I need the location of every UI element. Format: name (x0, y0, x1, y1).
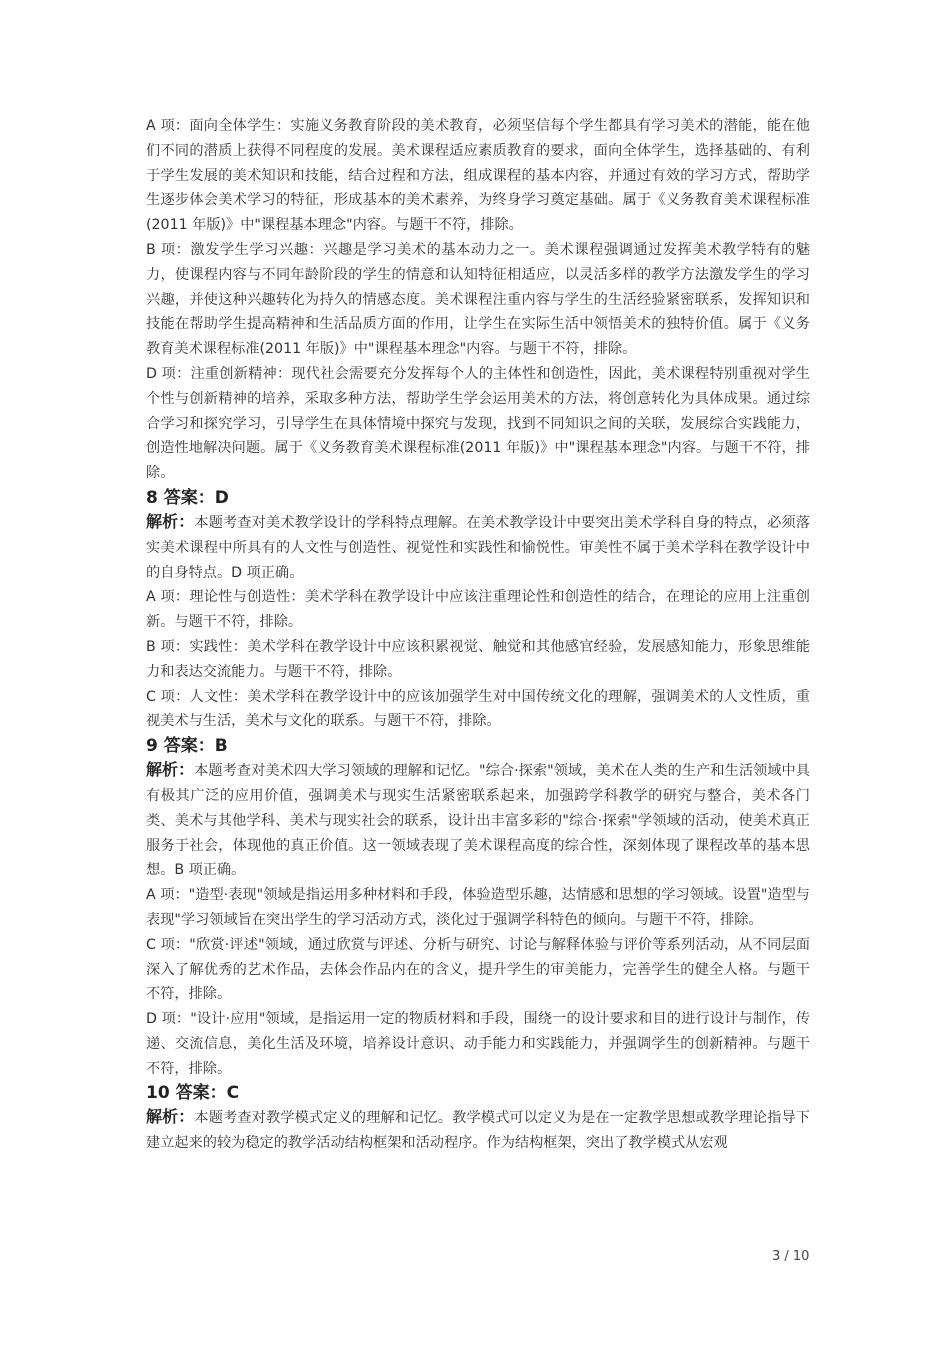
option-paragraph: A 项：面向全体学生：实施义务教育阶段的美术教育，必须坚信每个学生都具有学习美术的潜能，能在他们不同的潜质上获得不同程度的发展。美术课程适应素质教育的要求，面向全体学生，选择基础的、有利于学生发展的美术知识和技能，结合过程和方法，组成课程的基本内容，并通过有效的学习方式，帮助学生逐步体会美术学习的特征，形成基本的美术素养，为终身学习奠定基础。属于《义务教育美术课程标准(2011 年版)》中"课程基本理念"内容。与题干不符，排除。 (146, 118, 810, 234)
option-paragraph: C 项："欣赏·评述"领域，通过欣赏与评述、分析与研究、讨论与解释体验与评价等系列活动，从不同层面深入了解优秀的艺术作品，去体会作品内在的含义，提升学生的审美能力，完善学生的健全人格。与题干不符，排除。 (146, 936, 810, 1003)
analysis-text: 本题考查对美术教学设计的学科特点理解。在美术教学设计中要突出美术学科自身的特点，必须落实美术课程中所具有的人文性与创造性、视觉性和实践性和愉悦性。审美性不属于美术学科在教学设计中的自身特点。D 项正确。 (146, 514, 810, 581)
answer-heading: 10 答案：C (146, 1083, 240, 1104)
option-paragraph: C 项：人文性：美术学科在教学设计中的应该加强学生对中国传统文化的理解，强调美术的人文性质，重视美术与生活，美术与文化的联系。与题干不符，排除。 (146, 688, 810, 730)
analysis-label: 解析： (146, 1107, 195, 1127)
option-paragraph: D 项：注重创新精神：现代社会需要充分发挥每个人的主体性和创造性，因此，美术课程特别重视对学生个性与创新精神的培养，采取多种方法，帮助学生学会运用美术的方法，将创意转化为具体成果。通过综合学习和探究学习，引导学生在具体情境中探究与发现，找到不同知识之间的关联，发展综合实践能力，创造性地解决问题。属于《义务教育美术课程标准(2011 年版)》中"课程基本理念"内容。与题干不符，排除。 (146, 365, 810, 482)
page-number: 3 / 10 (772, 1249, 810, 1264)
option-paragraph: A 项："造型·表现"领域是指运用多种材料和手段，体验造型乐趣，达情感和思想的学习领域。设置"造型与表现"学习领域旨在突出学生的学习活动方式，淡化过于强调学科特色的倾向。与题干不符，排除。 (146, 887, 810, 928)
analysis-paragraph (146, 1105, 810, 1156)
option-paragraph: A 项：理论性与创造性：美术学科在教学设计中应该注重理论性和创造性的结合，在理论的应用上注重创新。与题干不符，排除。 (146, 589, 810, 631)
analysis-paragraph (146, 510, 810, 585)
option-paragraph: D 项："设计·应用"领域，是指运用一定的物质材料和手段，围绕一的设计要求和目的进行设计与制作，传递、交流信息，美化生活及环境，培养设计意识、动手能力和实践能力，并强调学生的创新精神。与题干不符，排除。 (146, 1011, 810, 1077)
document-body (146, 114, 810, 1156)
answer-heading: 8 答案：D (146, 487, 229, 508)
option-paragraph: B 项：激发学生学习兴趣：兴趣是学习美术的基本动力之一。美术课程强调通过发挥美术教学特有的魅力，使课程内容与不同年龄阶段的学生的情意和认知特征相适应，以灵活多样的教学方法激发学生的学习兴趣，并使这种兴趣转化为持久的情感态度。美术课程注重内容与学生的生活经验紧密联系，发挥知识和技能在帮助学生提高精神和生活品质方面的作用，让学生在实际生活中领悟美术的独特价值。属于《义务教育美术课程标准(2011 年版)》中"课程基本理念"内容。与题干不符，排除。 (146, 241, 810, 358)
analysis-label: 解析： (146, 511, 195, 531)
option-paragraph: B 项：实践性：美术学科在教学设计中应该积累视觉、触觉和其他感官经验，发展感知能力，形象思维能力和表达交流能力。与题干不符，排除。 (146, 638, 810, 680)
analysis-paragraph (146, 758, 810, 883)
answer-heading: 9 答案：B (146, 736, 228, 757)
analysis-text: 本题考查对教学模式定义的理解和记忆。教学模式可以定义为是在一定教学思想或教学理论指导下建立起来的较为稳定的教学活动结构框架和活动程序。作为结构框架，突出了教学模式从宏观 (146, 1110, 810, 1152)
analysis-text: 本题考查对美术四大学习领域的理解和记忆。"综合·探索"领域，美术在人类的生产和生活领域中具有极其广泛的应用价值，强调美术与现实生活紧密联系起来，加强跨学科教学的研究与整合，美术各门类、美术与其他学科、美术与现实社会的联系，设计出丰富多彩的"综合·探索"学领域的活动，使美术真正服务于社会，体现他的真正价值。这一领域表现了美术课程高度的综合性，深刻体现了课程改革的基本思想。B 项正确。 (146, 763, 810, 879)
analysis-label: 解析： (146, 760, 195, 780)
